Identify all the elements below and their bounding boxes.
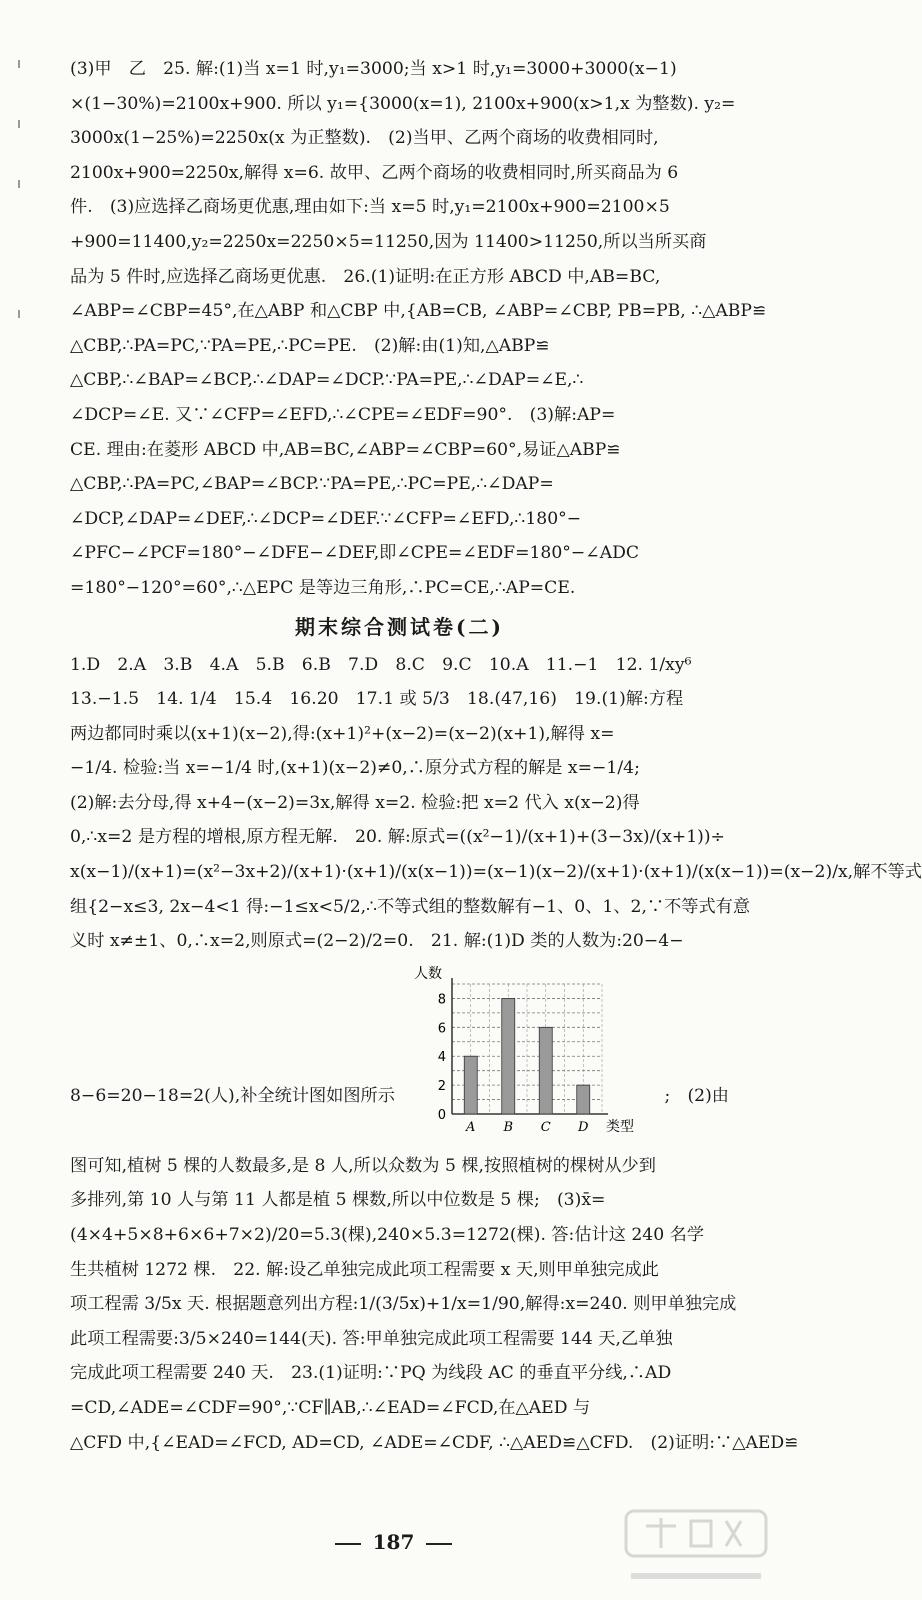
x-tick-label: C xyxy=(540,1120,551,1135)
text-line: ×(1−30%)=2100x+900. 所以 y₁={3000(x=1), 2100x+900(x>1,x 为整数). y₂= xyxy=(70,93,736,114)
solutions-block-19-21 xyxy=(70,717,922,959)
y-tick-label: 4 xyxy=(437,1050,446,1066)
margin-marks xyxy=(18,60,26,320)
text-line: 3000x(1−25%)=2250x(x 为正整数). (2)当甲、乙两个商场的收费相同时, xyxy=(70,128,659,149)
y-tick-label: 6 xyxy=(437,1021,446,1037)
text-line: 义时 x≠±1、0,∴x=2,则原式=(2−2)/2=0. 21. 解:(1)D 类的人数为:20−4− xyxy=(70,931,684,952)
text-line: △CFD 中,{∠EAD=∠FCD, AD=CD, ∠ADE=∠CDF, ∴△AED≌△CFD. (2)证明:∵△AED≌ xyxy=(70,1432,799,1453)
text-line: CE. 理由:在菱形 ABCD 中,AB=BC,∠ABP=∠CBP=60°,易证△ABP≌ xyxy=(70,439,621,460)
x-axis-label: 类型 xyxy=(606,1119,634,1135)
text-line: 2100x+900=2250x,解得 x=6. 故甲、乙两个商场的收费相同时,所买商品为 6 xyxy=(70,162,679,183)
text-line: △CBP,∴∠BAP=∠BCP,∴∠DAP=∠DCP.∵PA=PE,∴∠DAP=∠E,∴ xyxy=(70,370,584,391)
x-tick-label: B xyxy=(503,1120,514,1135)
text-line: ∠DCP=∠E. 又∵∠CFP=∠EFD,∴∠CPE=∠EDF=90°. (3)解:AP= xyxy=(70,404,616,425)
section-title: 期末综合测试卷(二) xyxy=(295,614,504,639)
text-line: (4×4+5×8+6×6+7×2)/20=5.3(棵),240×5.3=1272(棵). 答:估计这 240 名学 xyxy=(70,1225,705,1246)
watermark-logo-icon xyxy=(621,1506,771,1586)
text-line: 品为 5 件时,应选择乙商场更优惠. 26.(1)证明:在正方形 ABCD 中,AB=BC, xyxy=(70,266,661,287)
bar xyxy=(539,1027,552,1114)
solutions-block-25-26 xyxy=(70,52,767,606)
text-line: −1/4. 检验:当 x=−1/4 时,(x+1)(x−2)≠0,∴原分式方程的解是 x=−1/4; xyxy=(70,758,640,779)
x-tick-label: D xyxy=(578,1120,589,1135)
bar-chart xyxy=(382,952,632,1142)
text-line: ∠PFC−∠PCF=180°−∠DFE−∠DEF,即∠CPE=∠EDF=180°−∠ADC xyxy=(70,543,640,564)
text-line: =180°−120°=60°,∴△EPC 是等边三角形,∴PC=CE,∴AP=CE. xyxy=(70,577,576,598)
y-tick-label: 2 xyxy=(437,1079,446,1095)
text-line: 完成此项工程需要 240 天. 23.(1)证明:∵PQ 为线段 AC 的垂直平分线,∴AD xyxy=(70,1363,672,1384)
text-line: 项工程需 3/5x 天. 根据题意列出方程:1/(3/5x)+1/x=1/90,解得:x=240. 则甲单独完成 xyxy=(70,1294,737,1315)
text-line: 两边都同时乘以(x+1)(x−2),得:(x+1)²+(x−2)=(x−2)(x+1),解得 x= xyxy=(70,723,615,744)
y-tick-label: 8 xyxy=(437,992,446,1008)
bar xyxy=(577,1085,590,1114)
answers-block xyxy=(70,648,729,717)
text-line: +900=11400,y₂=2250x=2250×5=11250,因为 11400>11250,所以当所买商 xyxy=(70,231,707,252)
text-line: (3)甲 乙 25. 解:(1)当 x=1 时,y₁=3000;当 x>1 时,y₁=3000+3000(x−1) xyxy=(70,59,677,79)
text-line: △CBP,∴PA=PC,∠BAP=∠BCP.∵PA=PE,∴PC=PE,∴∠DAP= xyxy=(70,474,554,495)
text-line: =CD,∠ADE=∠CDF=90°,∵CF∥AB,∴∠EAD=∠FCD,在△AED 与 xyxy=(70,1398,591,1418)
text-line: 组{2−x≤3, 2x−4<1 得:−1≤x<5/2,∴不等式组的整数解有−1、0、1、2,∵不等式有意 xyxy=(70,896,751,917)
chart-text-right: ; (2)由 xyxy=(664,1085,729,1106)
page-number-value: 187 xyxy=(372,1530,415,1554)
text-line: 生共植树 1272 棵. 22. 解:设乙单独完成此项工程需要 x 天,则甲单独完成此 xyxy=(70,1259,659,1280)
answer-key-line-1: 1.D 2.A 3.B 4.A 5.B 6.B 7.D 8.C 9.C 10.A 11.−1 12. 1/xy⁶ xyxy=(70,654,692,675)
text-line: 图可知,植树 5 棵的人数最多,是 8 人,所以众数为 5 棵,按照植树的棵树从少到 xyxy=(70,1155,656,1176)
answer-key-line-2: 13.−1.5 14. 1/4 15.4 16.20 17.1 或 5/3 18.(47,16) 19.(1)解:方程 xyxy=(70,689,684,710)
text-line: ∠DCP,∠DAP=∠DEF,∴∠DCP=∠DEF.∵∠CFP=∠EFD,∴180°− xyxy=(70,508,582,529)
bar xyxy=(502,998,515,1114)
text-line: 多排列,第 10 人与第 11 人都是植 5 棵数,所以中位数是 5 棵; (3)x̄= xyxy=(70,1190,606,1211)
text-line: (2)解:去分母,得 x+4−(x−2)=3x,解得 x=2. 检验:把 x=2 代入 x(x−2)得 xyxy=(70,792,640,813)
text-line: 此项工程需要:3/5×240=144(天). 答:甲单独完成此项工程需要 144 天,乙单独 xyxy=(70,1328,673,1349)
text-line: △CBP,∴PA=PC,∵PA=PE,∴PC=PE. (2)解:由(1)知,△ABP≌ xyxy=(70,335,550,356)
text-line: 0,∴x=2 是方程的增根,原方程无解. 20. 解:原式=((x²−1)/(x+1)+(3−3x)/(x+1))÷ xyxy=(70,827,725,848)
text-line: 件. (3)应选择乙商场更优惠,理由如下:当 x=5 时,y₁=2100x+900=2100×5 xyxy=(70,197,670,218)
text-line: ∠ABP=∠CBP=45°,在△ABP 和△CBP 中,{AB=CB, ∠ABP=∠CBP, PB=PB, ∴△ABP≌ xyxy=(70,301,767,322)
bar-chart-svg xyxy=(382,952,632,1142)
text-line: x(x−1)/(x+1)=(x²−3x+2)/(x+1)·(x+1)/(x(x−1))=(x−1)(x−2)/(x+1)·(x+1)/(x(x−1))=(x−2)/x,解不等式 xyxy=(70,862,922,883)
solutions-block-21-23 xyxy=(70,1149,799,1460)
answer-page xyxy=(70,52,922,1460)
x-tick-label: A xyxy=(466,1120,476,1135)
bar xyxy=(464,1056,477,1114)
y-axis-label: 人数 xyxy=(414,966,442,982)
chart-text-left: 8−6=20−18=2(人),补全统计图如图所示 xyxy=(70,1085,395,1106)
y-tick-label: 0 xyxy=(437,1108,446,1123)
